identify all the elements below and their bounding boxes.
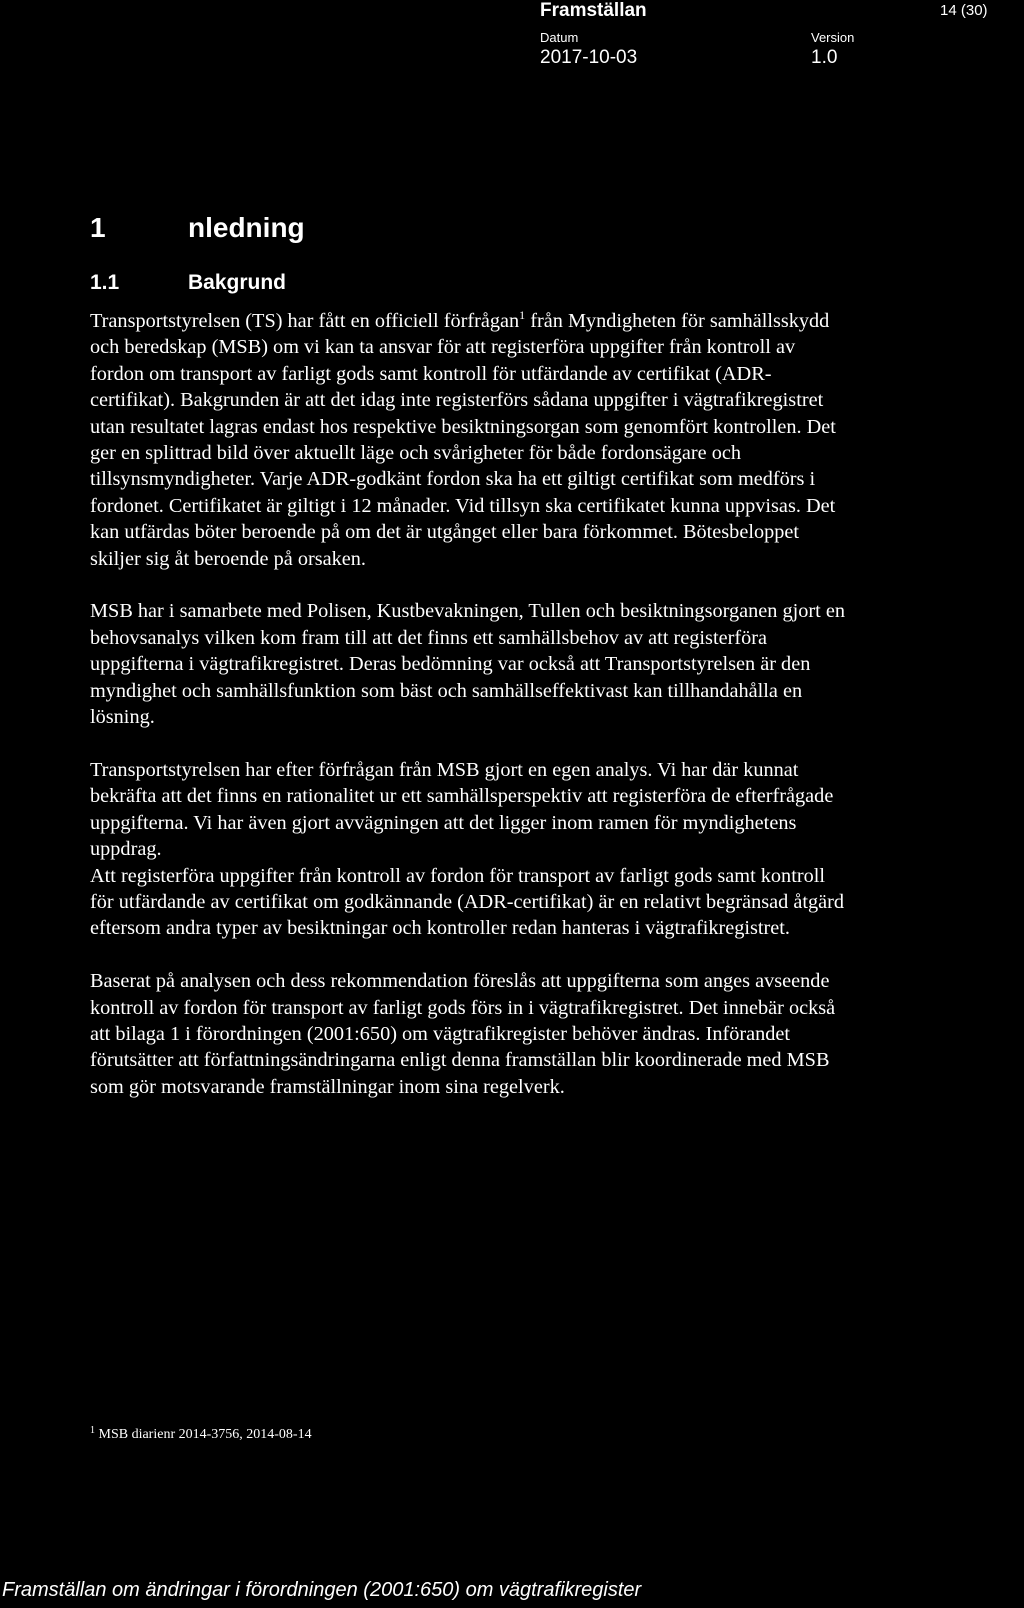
paragraph-1-start: Transportstyrelsen (TS) har fått en officiell förfrågan: [90, 310, 520, 332]
footnote-marker: 1: [90, 1425, 95, 1436]
paragraph-1: [90, 308, 850, 572]
version-label: Version: [811, 30, 855, 45]
page-number: 14 (30): [940, 2, 988, 19]
footnote: [90, 1425, 312, 1443]
document-type-title: Framställan: [540, 0, 647, 21]
version-value: 1.0: [811, 47, 838, 68]
paragraph-3: Transportstyrelsen har efter förfrågan från MSB gjort en egen analys. Vi har där kunnat bekräfta att det finns en rationalitet ur ett samhällsperspektiv att registerföra de efterfrågade uppgifterna. Vi har även gjort avvägningen att det ligger inom ramen för myndighetens uppdrag.: [90, 758, 834, 861]
heading-1-text: nledning: [188, 212, 305, 243]
date-value: 2017-10-03: [540, 47, 638, 68]
footnote-reference: 1: [519, 308, 526, 322]
page-footer: Framställan om ändringar i förordningen (2001:650) om vägtrafikregister: [2, 1579, 642, 1601]
paragraph-5: Baserat på analysen och dess rekommendation föreslås att uppgifterna som anges avseende kontroll av fordon för transport av farligt gods förs in i vägtrafikregistret. Det innebär också att bilaga 1 i förordningen (2001:650) om vägtrafikregister behöver ändras. Införandet förutsätter att författningsändringarna enligt denna framställan blir koordinerade med MSB som gör motsvarande framställningar inom sina regelverk.: [90, 970, 836, 1098]
paragraph-1-rest: från Myndigheten för samhällsskydd och beredskap (MSB) om vi kan ta ansvar för att registerföra uppgifter från kontroll av fordon om transport av farligt gods samt kontroll för utfärdande av certifikat (ADR-certifikat). Bakgrunden är att det idag inte registerförs sådana uppgifter i vägtrafikregistret utan resultatet lagras endast hos respektive besiktningsorgan som genomfört kontrollen. Det ger en splittrad bild över aktuellt läge och svårigheter för både fordonsägare och tillsynsmyndigheter. Varje ADR-godkänt fordon ska ha ett giltigt certifikat som medförs i fordonet. Certifikatet är giltigt i 12 månader. Vid tillsyn ska certifikatet kunna uppvisas. Det kan utfärdas böter beroende på om det är utgånget eller bara förkommet. Bötesbeloppet skiljer sig åt beroende på orsaken.: [90, 310, 836, 570]
body-text: [90, 308, 850, 1127]
heading-2-number: 1.1: [90, 271, 120, 294]
footnote-text: MSB diarienr 2014-3756, 2014-08-14: [95, 1427, 312, 1442]
date-label: Datum: [540, 30, 579, 45]
paragraph-2: MSB har i samarbete med Polisen, Kustbevakningen, Tullen och besiktningsorganen gjort en behovsanalys vilken kom fram till att det finns ett samhällsbehov av att registerföra uppgifterna i vägtrafikregistret. Deras bedömning var också att Transportstyrelsen är den myndighet och samhällsfunktion som bäst och samhällseffektivast kan tillhandahålla en lösning.: [90, 600, 846, 729]
heading-1-number: 1: [90, 212, 106, 243]
paragraph-4: Att registerföra uppgifter från kontroll av fordon för transport av farligt gods samt kontroll för utfärdande av certifikat om godkännande (ADR-certifikat) är en relativt begränsad åtgärd eftersom andra typer av besiktningar och kontroller redan hanteras i vägtrafikregistret.: [90, 864, 845, 940]
heading-2-text: Bakgrund: [188, 271, 287, 294]
